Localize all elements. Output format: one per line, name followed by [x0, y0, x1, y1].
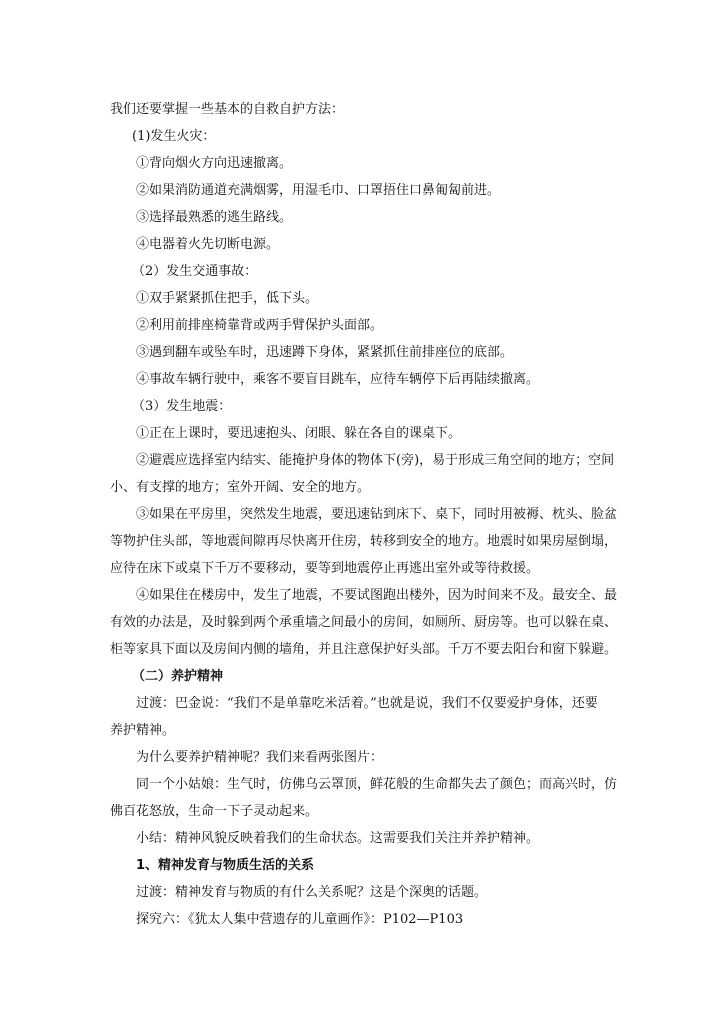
transition-line-2: 养护精神。 — [110, 723, 176, 738]
earthquake-item-3-line-1: ③如果在平房里，突然发生地震，要迅速钻到床下、桌下，同时用被褥、枕头、脸盆 — [136, 507, 618, 522]
section-heading-spirit: （二）养护精神 — [132, 669, 224, 684]
summary-line: 小结：精神风貌反映着我们的生命状态。这需要我们关注并养护精神。 — [136, 831, 540, 846]
girl-line-2: 佛百花怒放，生命一下子灵动起来。 — [110, 804, 319, 819]
earthquake-item-3-line-3: 应待在床下或桌下千万不要移动，要等到地震停止再逃出室外或等待救援。 — [110, 561, 540, 576]
earthquake-item-3-line-2: 等物护住头部，等地震间隙再尽快离开住房，转移到安全的地方。地震时如果房屋倒塌， — [110, 534, 618, 549]
fire-item-2: ②如果消防通道充满烟雾，用湿毛巾、口罩捂住口鼻匍匐前进。 — [136, 183, 501, 198]
earthquake-item-2-line-1: ②避震应选择室内结实、能掩护身体的物体下(旁)，易于形成三角空间的地方；空间 — [136, 453, 615, 468]
question-line: 为什么要养护精神呢？我们来看两张图片： — [136, 750, 384, 765]
earthquake-item-1: ①正在上课时，要迅速抱头、闭眼、躲在各自的课桌下。 — [136, 426, 462, 441]
fire-item-4: ④电器着火先切断电源。 — [136, 237, 280, 252]
earthquake-item-4-line-3: 柜等家具下面以及房间内侧的墙角，并且注意保护好头部。千万不要去阳台和窗下躲避。 — [110, 642, 618, 657]
explore-line: 探究六：《犹太人集中营遗存的儿童画作》：P102—P103 — [136, 912, 464, 927]
fire-item-3: ③选择最熟悉的逃生路线。 — [136, 210, 293, 225]
traffic-item-2: ②利用前排座椅靠背或两手臂保护头面部。 — [136, 318, 384, 333]
fire-item-1: ①背向烟火方向迅速撤离。 — [136, 156, 293, 171]
earthquake-item-2-line-2: 小、有支撑的地方；室外开阔、安全的地方。 — [110, 480, 371, 495]
earthquake-item-4-line-2: 有效的办法是，及时躲到两个承重墙之间最小的房间，如厕所、厨房等。也可以躲在桌、 — [110, 615, 618, 630]
fire-heading: (1)发生火灾： — [132, 129, 216, 144]
girl-line-1: 同一个小姑娘：生气时，仿佛乌云罩顶，鲜花般的生命都失去了颜色；而高兴时，仿 — [136, 777, 618, 792]
traffic-item-4: ④事故车辆行驶中，乘客不要盲目跳车，应待车辆停下后再陆续撤离。 — [136, 372, 540, 387]
earthquake-item-4-line-1: ④如果住在楼房中，发生了地震，不要试图跑出楼外，因为时间来不及。最安全、最 — [136, 588, 618, 603]
earthquake-heading: （3）发生地震： — [132, 399, 232, 414]
transition-line-1: 过渡：巴金说：“我们不是单靠吃米活着。”也就是说，我们不仅要爱护身体，还要 — [136, 696, 598, 711]
intro-line: 我们还要掌握一些基本的自救自护方法： — [110, 102, 345, 117]
document-page — [110, 96, 630, 933]
traffic-heading: （2）发生交通事故： — [132, 264, 258, 279]
traffic-item-3: ③遇到翻车或坠车时，迅速蹲下身体，紧紧抓住前排座位的底部。 — [136, 345, 514, 360]
subsection-heading-1: 1、精神发育与物质生活的关系 — [136, 858, 315, 873]
traffic-item-1: ①双手紧紧抓住把手，低下头。 — [136, 291, 319, 306]
transition-line-3: 过渡：精神发育与物质的有什么关系呢？这是个深奥的话题。 — [136, 885, 488, 900]
